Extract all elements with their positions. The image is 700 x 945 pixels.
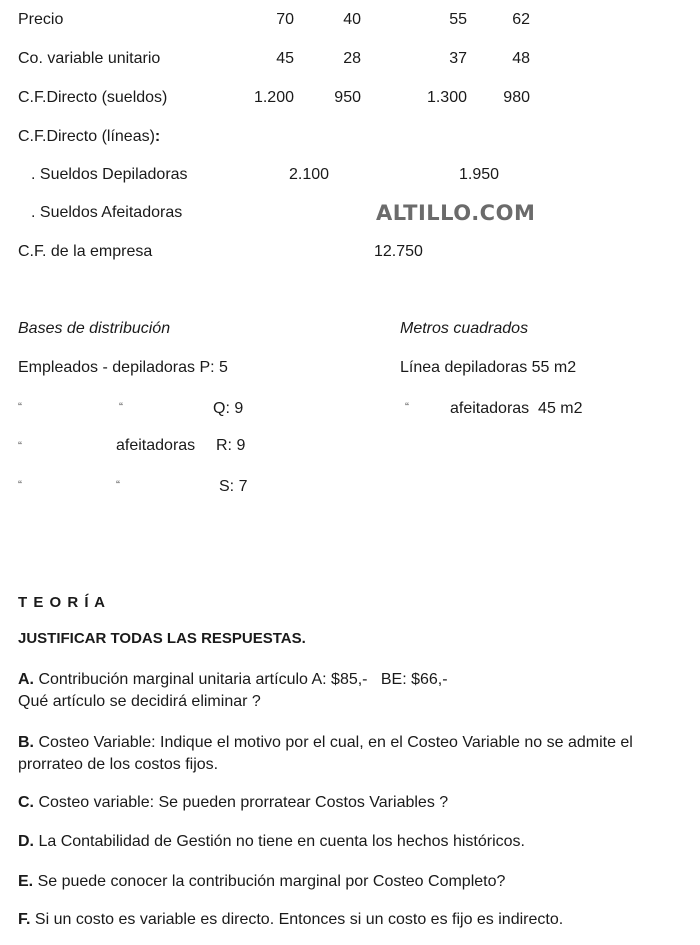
sueldos-depiladoras-value-1: 2.100 [289,166,330,183]
question-d [18,831,694,853]
watermark-logo: ALTILLO.COM [376,201,536,225]
question-letter: D. [18,833,34,850]
teoria-title: T E O R Í A [18,594,106,611]
precio-value-a: 70 [276,11,294,28]
precio-value-c: 55 [449,11,467,28]
cfd-value-b: 950 [334,89,361,106]
question-text: Se puede conocer la contribución marginal por Costeo Completo? [33,873,506,890]
bases-row-4-value: S: 7 [219,478,248,495]
bases-row-2-value: Q: 9 [213,400,244,417]
bases-row-3-quote: “ [18,439,22,453]
question-a [18,669,694,713]
bases-row-3-value: R: 9 [216,437,246,454]
cf-empresa-value: 12.750 [374,243,423,260]
question-e [18,871,694,893]
bases-row-4-quote-2: “ [116,478,120,492]
cov-value-c: 37 [449,50,467,67]
metros-row-2: afeitadoras 45 m2 [450,400,583,417]
question-text: Si un costo es variable es directo. Entonces si un costo es fijo es indirecto. [30,911,564,928]
cov-value-d: 48 [512,50,530,67]
row-label-sueldos-afeitadoras: . Sueldos Afeitadoras [31,204,183,221]
bases-row-3-label: afeitadoras [116,437,196,454]
question-letter: C. [18,794,34,811]
row-label-costo-variable: Co. variable unitario [18,50,161,67]
bases-row-4-quote-1: “ [18,478,22,492]
question-letter: E. [18,873,34,890]
question-text: Contribución marginal unitaria artículo A: $85,- BE: $66,- [34,671,448,688]
cov-value-b: 28 [343,50,361,67]
row-label-cf-directo-lineas: C.F.Directo (líneas): [18,128,161,145]
question-f [18,909,694,931]
cfd-value-d: 980 [503,89,530,106]
question-letter: A. [18,671,34,688]
row-label-cf-empresa: C.F. de la empresa [18,243,153,260]
question-text: Costeo variable: Se pueden prorratear Costos Variables ? [34,794,449,811]
question-text-line-2: Qué artículo se decidirá eliminar ? [18,693,261,710]
row-label-precio: Precio [18,11,64,28]
cfd-value-a: 1.200 [253,89,294,106]
bases-title: Bases de distribución [18,320,171,337]
metros-row-2-quote: “ [405,400,409,414]
question-b [18,732,694,776]
bases-row-2-quote-1: “ [18,400,22,414]
row-label-cf-directo-sueldos: C.F.Directo (sueldos) [18,89,168,106]
cfd-value-c: 1.300 [426,89,467,106]
bases-row-1: Empleados - depiladoras P: 5 [18,359,228,376]
question-letter: B. [18,734,34,751]
question-text: Costeo Variable: Indique el motivo por el cual, en el Costeo Variable no se admite el prorrateo de los costos fijos. [18,734,633,773]
metros-row-1: Línea depiladoras 55 m2 [400,359,577,376]
row-label-sueldos-depiladoras: . Sueldos Depiladoras [31,166,188,183]
metros-title: Metros cuadrados [400,320,529,337]
question-letter: F. [18,911,31,928]
teoria-subtitle: JUSTIFICAR TODAS LAS RESPUESTAS. [18,630,306,647]
cov-value-a: 45 [276,50,294,67]
question-text: La Contabilidad de Gestión no tiene en cuenta los hechos históricos. [34,833,525,850]
question-c [18,792,694,814]
sueldos-depiladoras-value-2: 1.950 [459,166,500,183]
precio-value-d: 62 [512,11,530,28]
bases-row-2-quote-2: “ [119,400,123,414]
precio-value-b: 40 [343,11,361,28]
